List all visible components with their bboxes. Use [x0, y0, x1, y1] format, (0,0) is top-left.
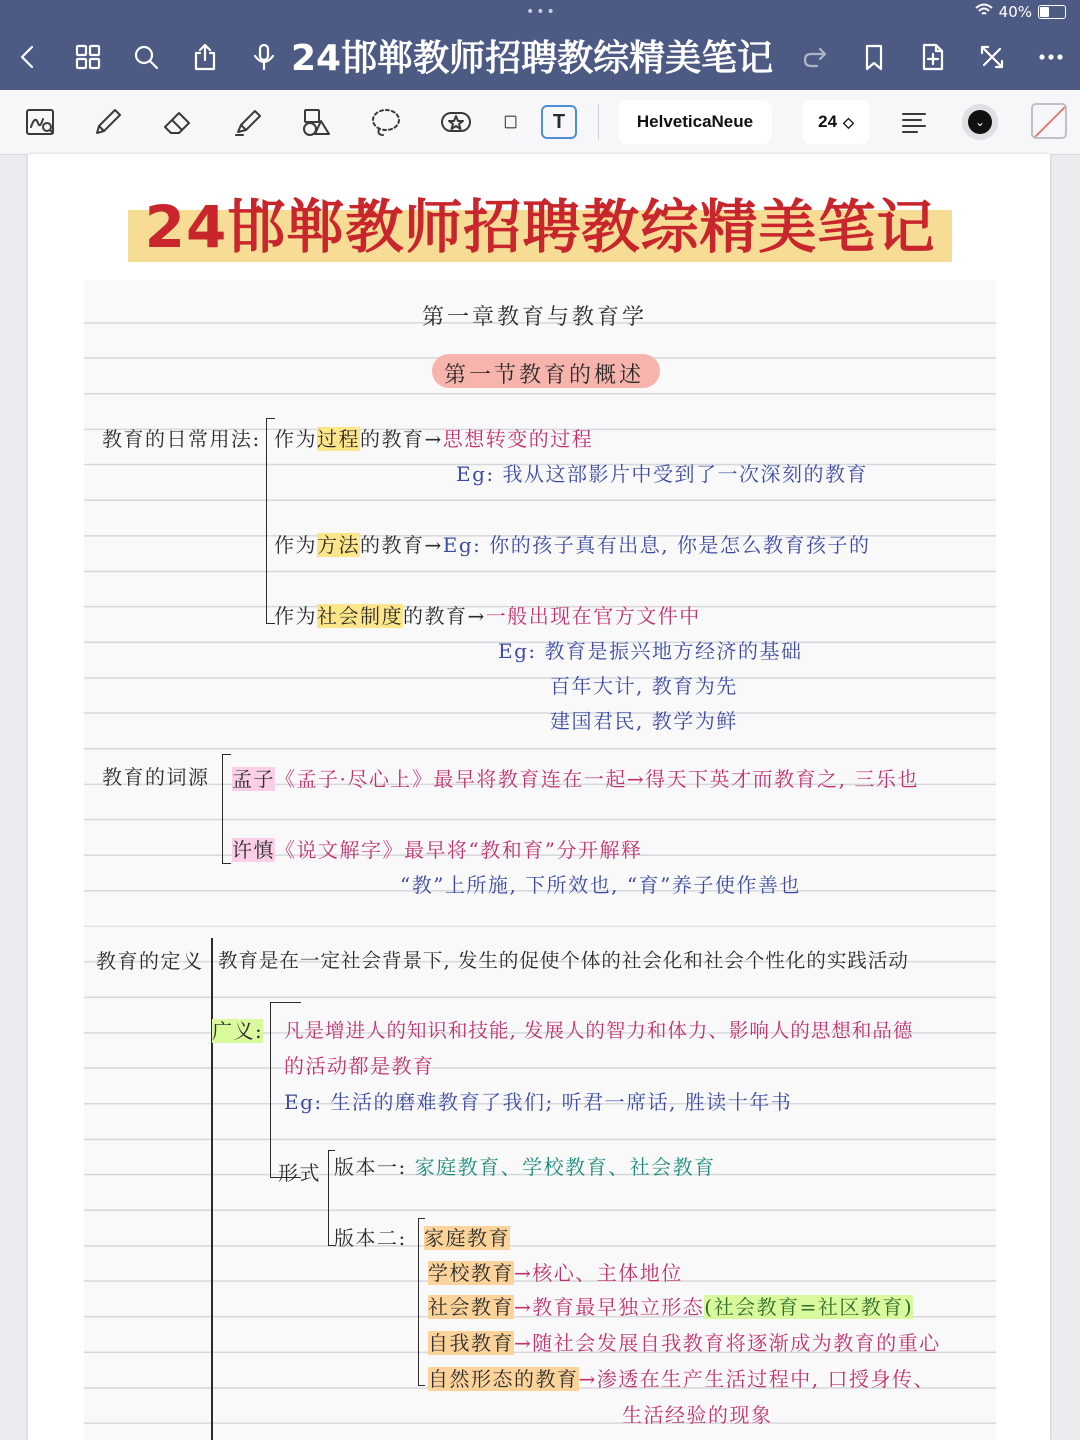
- usage-item-3-example-1: Eg: 教育是振兴地方经济的基础: [498, 639, 803, 663]
- version-2-item-2: 学校教育→核心、主体地位: [428, 1261, 683, 1285]
- app-top-bar: [0, 0, 1080, 90]
- chevron-down-icon: ⌄: [968, 110, 992, 134]
- definition-text: 教育是在一定社会背景下, 发生的促使个体的社会化和社会个性化的实践活动: [218, 949, 909, 972]
- version-2-tail: 生活经验的现象: [622, 1403, 773, 1427]
- daily-usage-label: 教育的日常用法:: [102, 427, 261, 451]
- redo-icon[interactable]: [796, 37, 836, 77]
- broad-text-1: 凡是增进人的知识和技能, 发展人的智力和体力、影响人的思想和品德: [284, 1019, 914, 1042]
- broad-text-2: 的活动都是教育: [284, 1054, 435, 1078]
- text-tool-button[interactable]: [541, 105, 577, 139]
- battery-percent: 40%: [998, 3, 1032, 21]
- section-heading: 第一节教育的概述: [444, 363, 645, 388]
- definition-bracket-line: [211, 938, 213, 1440]
- chapter-heading: 第一章教育与教育学: [422, 305, 648, 330]
- page-title-block: [128, 180, 952, 262]
- battery-icon: [1038, 5, 1066, 19]
- etymology-label: 教育的词源: [102, 765, 210, 789]
- back-icon[interactable]: [8, 37, 48, 77]
- text-align-icon[interactable]: [892, 100, 936, 144]
- definition-label: 教育的定义: [96, 949, 204, 973]
- collapse-toolbar-icon[interactable]: [972, 37, 1012, 77]
- form-label: 形式: [278, 1161, 321, 1185]
- toolbar-divider: [598, 104, 599, 140]
- font-size-selector[interactable]: [802, 100, 870, 144]
- etymology-mencius: 孟子《孟子·尽心上》最早将教育连在一起→得天下英才而教育之, 三乐也: [232, 767, 919, 791]
- wifi-icon: [975, 3, 993, 21]
- grid-icon[interactable]: [68, 37, 108, 77]
- font-size-value: 24: [818, 112, 838, 131]
- etymology-xushen-quote: “教”上所施, 下所效也, “育”养子使作善也: [400, 873, 801, 897]
- usage-item-3-example-3: 建国君民, 教学为鲜: [550, 709, 738, 733]
- text-tool-label: T: [552, 110, 566, 133]
- version-2-item-4: 自我教育→随社会发展自我教育将逐渐成为教育的重心: [428, 1331, 941, 1355]
- usage-item-1-example: Eg: 我从这部影片中受到了一次深刻的教育: [456, 462, 868, 486]
- microphone-icon[interactable]: [244, 37, 284, 77]
- fill-color-none-icon[interactable]: [1031, 103, 1067, 139]
- broad-label: 广义:: [212, 1019, 264, 1043]
- version-2-item-1: 家庭教育: [424, 1226, 510, 1250]
- broad-example: Eg: 生活的磨难教育了我们; 听君一席话, 胜读十年书: [284, 1090, 793, 1114]
- usage-item-1: 作为过程的教育→思想转变的过程: [274, 427, 594, 451]
- share-icon[interactable]: [185, 37, 225, 77]
- etymology-bracket: [222, 754, 231, 864]
- pen-icon[interactable]: [86, 100, 130, 144]
- more-icon[interactable]: [1031, 37, 1071, 77]
- version-1: 版本一: 家庭教育、学校教育、社会教育: [334, 1155, 716, 1179]
- eraser-icon[interactable]: [156, 100, 200, 144]
- handwriting-search-icon[interactable]: [18, 100, 62, 144]
- status-bar: [975, 3, 1066, 21]
- version-2-item-3: 社会教育→教育最早独立形态(社会教育=社区教育): [428, 1295, 914, 1319]
- etymology-xushen: 许慎《说文解字》最早将“教和育”分开解释: [232, 838, 643, 862]
- multitask-dots[interactable]: •••: [526, 4, 557, 20]
- usage-item-3-example-2: 百年大计, 教育为先: [550, 674, 738, 698]
- lasso-icon[interactable]: [364, 100, 408, 144]
- search-icon[interactable]: [126, 37, 166, 77]
- usage-item-2: 作为方法的教育→Eg: 你的孩子真有出息, 你是怎么教育孩子的: [274, 533, 871, 557]
- page-title: 24邯郸教师招聘教综精美笔记: [144, 193, 936, 261]
- font-family-selector[interactable]: HelveticaNeue: [618, 100, 772, 144]
- version-2-label: 版本二:: [334, 1226, 407, 1250]
- highlighter-icon[interactable]: [226, 100, 270, 144]
- chevron-up-down-icon: ◇: [843, 113, 854, 130]
- shapes-icon[interactable]: [294, 100, 338, 144]
- image-icon[interactable]: [500, 100, 518, 144]
- add-page-icon[interactable]: [913, 37, 953, 77]
- bookmark-icon[interactable]: [854, 37, 894, 77]
- document-title[interactable]: 24邯郸教师招聘教综精美笔记: [291, 38, 774, 79]
- text-color-picker[interactable]: [962, 104, 998, 140]
- sticker-icon[interactable]: [434, 100, 478, 144]
- version-2-item-5: 自然形态的教育→渗透在生产生活过程中, 口授身传、: [428, 1367, 935, 1391]
- usage-item-3: 作为社会制度的教育→一般出现在官方文件中: [274, 604, 701, 628]
